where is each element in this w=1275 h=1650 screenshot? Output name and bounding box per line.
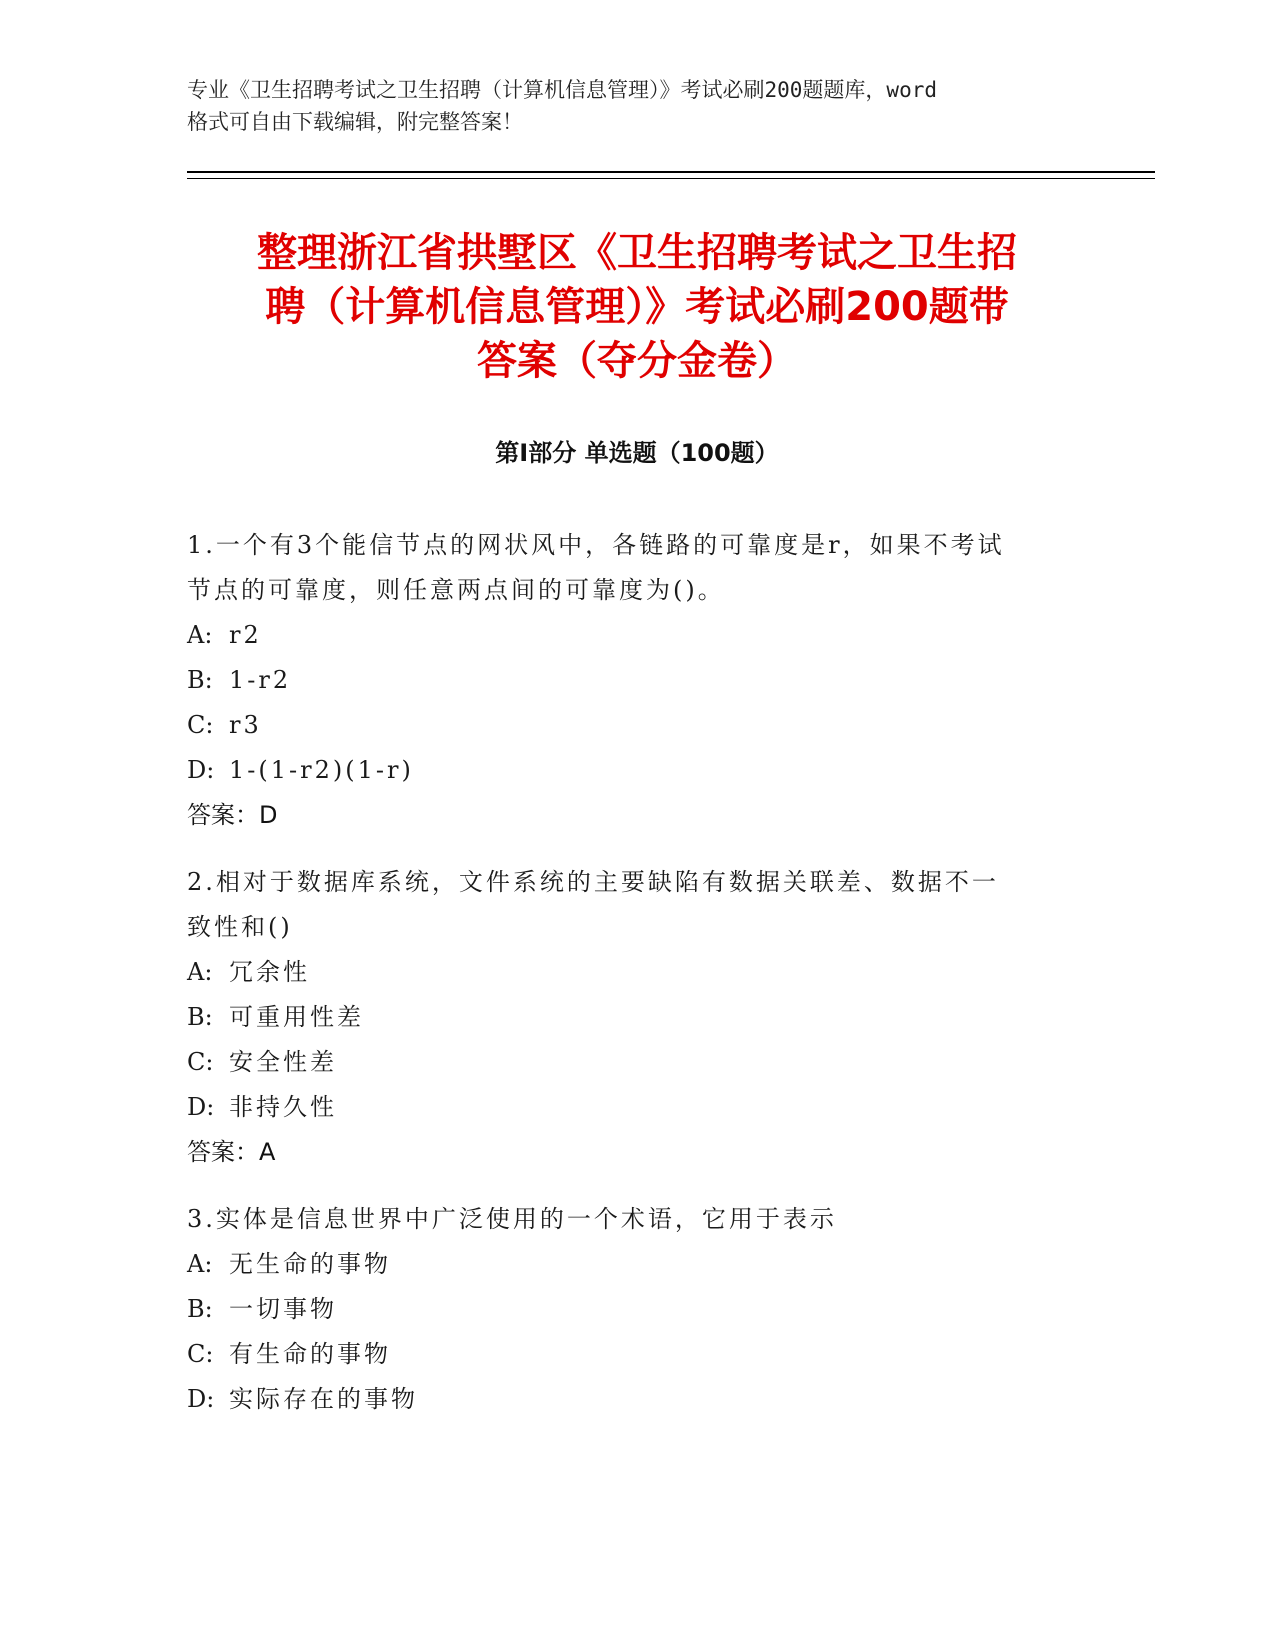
option-letter: A: — [187, 1250, 213, 1278]
question-stem-line: 2.相对于数据库系统，文件系统的主要缺陷有数据关联差、数据不一 — [187, 868, 999, 896]
question-stem-line: 1.一个有3个能信节点的网状风中，各链路的可靠度是r，如果不考试 — [187, 531, 1005, 559]
option-c — [187, 1332, 1087, 1377]
question-list — [187, 523, 1087, 1444]
question-3 — [187, 1197, 1087, 1422]
option-letter: B: — [187, 1003, 213, 1031]
option-a — [187, 950, 1087, 995]
option-b — [187, 995, 1087, 1040]
option-text: 冗余性 — [229, 958, 310, 986]
header-note-line-1: 专业《卫生招聘考试之卫生招聘（计算机信息管理）》考试必刷200题题库，word — [187, 78, 937, 102]
option-letter: A: — [187, 958, 213, 986]
option-text: 实际存在的事物 — [229, 1385, 418, 1413]
option-a — [187, 1242, 1087, 1287]
option-letter: C: — [187, 1048, 214, 1076]
option-a — [187, 613, 1087, 658]
option-letter: D: — [187, 756, 215, 784]
question-stem-line: 致性和() — [187, 913, 293, 941]
option-b — [187, 658, 1087, 703]
option-text: 非持久性 — [229, 1093, 337, 1121]
option-d — [187, 748, 1087, 793]
option-letter: C: — [187, 711, 214, 739]
answer-line: 答案：A — [187, 1138, 276, 1166]
option-text: 无生命的事物 — [229, 1250, 391, 1278]
option-letter: D: — [187, 1093, 215, 1121]
title-line-1: 整理浙江省拱墅区《卫生招聘考试之卫生招 — [257, 230, 1017, 276]
title-line-3: 答案（夺分金卷） — [477, 338, 797, 384]
option-d — [187, 1085, 1087, 1130]
title-line-2: 聘（计算机信息管理）》考试必刷200题带 — [265, 284, 1009, 330]
option-text: 可重用性差 — [229, 1003, 364, 1031]
answer-line: 答案：D — [187, 801, 278, 829]
option-text: r2 — [229, 621, 262, 649]
option-letter: B: — [187, 666, 213, 694]
option-text: 1-(1-r2)(1-r) — [229, 756, 414, 784]
option-letter: C: — [187, 1340, 214, 1368]
question-stem-line: 节点的可靠度，则任意两点间的可靠度为()。 — [187, 576, 725, 604]
header-note-line-2: 格式可自由下载编辑，附完整答案！ — [187, 110, 523, 134]
question-1 — [187, 523, 1087, 838]
option-letter: D: — [187, 1385, 215, 1413]
option-text: r3 — [229, 711, 262, 739]
question-stem-line: 3.实体是信息世界中广泛使用的一个术语，它用于表示 — [187, 1205, 837, 1233]
header-divider-thin — [187, 178, 1155, 179]
option-d — [187, 1377, 1087, 1422]
section-heading: 第I部分 单选题（100题） — [495, 439, 779, 467]
option-text: 有生命的事物 — [229, 1340, 391, 1368]
option-text: 一切事物 — [229, 1295, 337, 1323]
option-text: 1-r2 — [229, 666, 292, 694]
option-c — [187, 703, 1087, 748]
option-text: 安全性差 — [229, 1048, 337, 1076]
question-2 — [187, 860, 1087, 1175]
option-letter: A: — [187, 621, 213, 649]
document-title — [187, 226, 1087, 388]
header-note — [187, 74, 1087, 138]
option-c — [187, 1040, 1087, 1085]
option-b — [187, 1287, 1087, 1332]
option-letter: B: — [187, 1295, 213, 1323]
header-divider-thick — [187, 171, 1155, 173]
